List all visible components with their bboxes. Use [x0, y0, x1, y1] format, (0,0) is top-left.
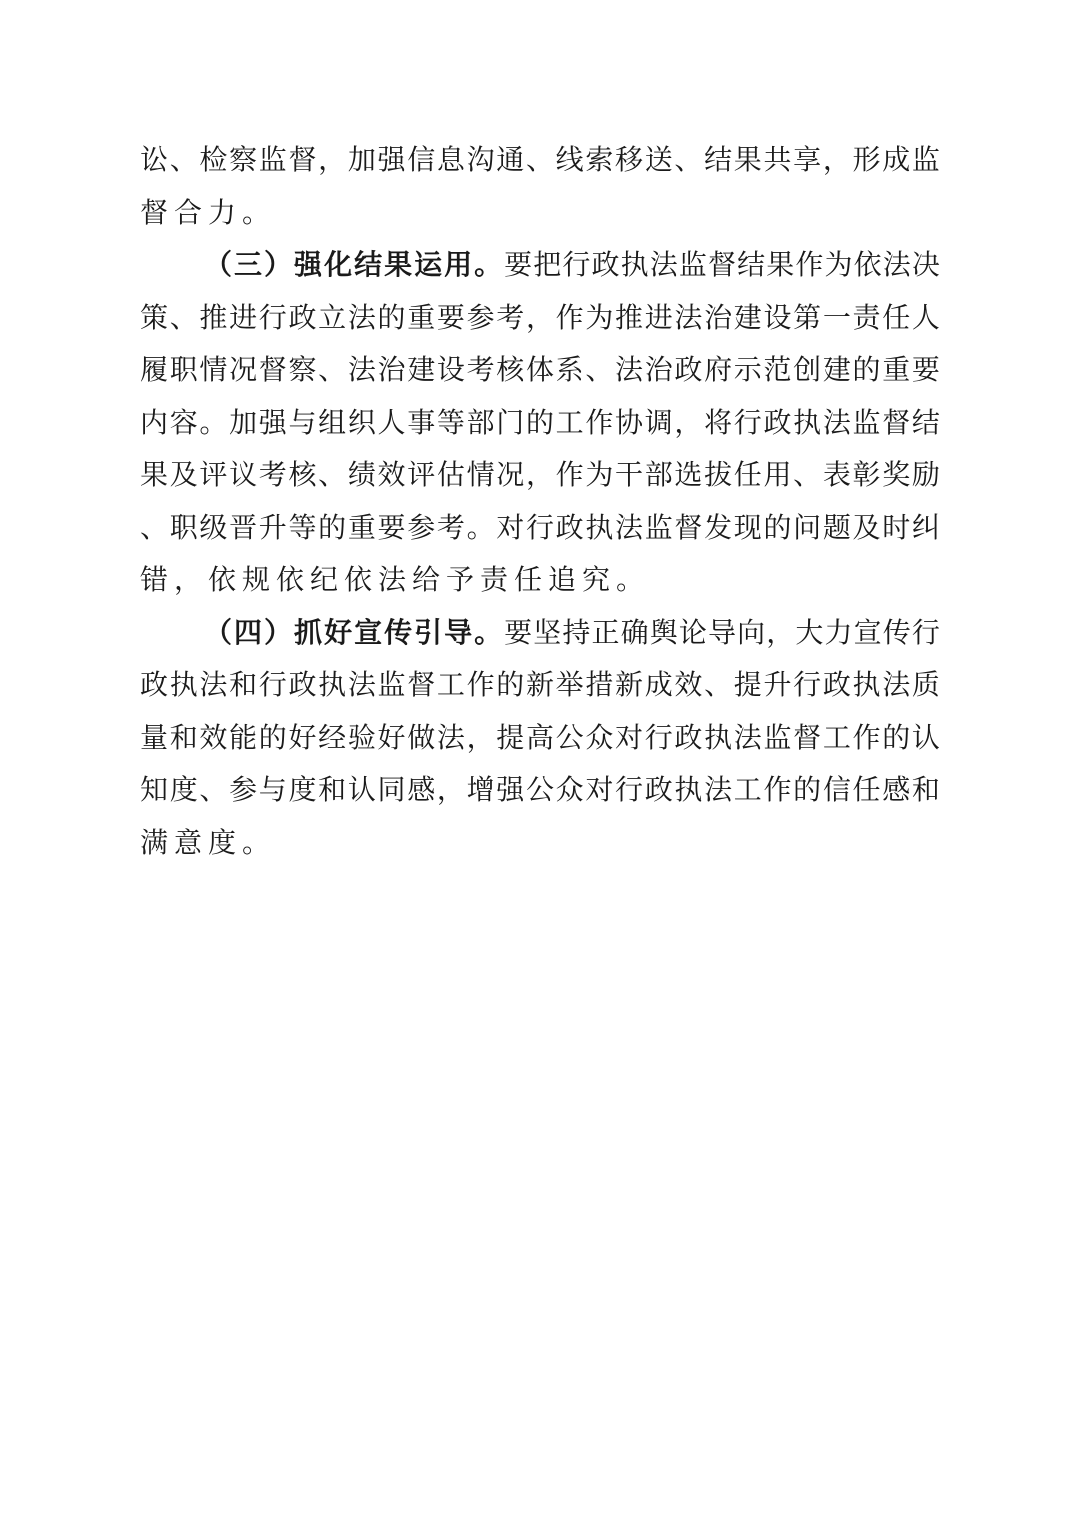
line-text: 履 职 情 况 督 察 、 法 治 建 设 考 核 体 系 、 法 治 政 府 示 范 创 建 的 重 要 [140, 353, 940, 386]
section-4-first-line [140, 607, 940, 660]
paragraph-line [140, 292, 940, 345]
paragraph-line [140, 134, 940, 187]
line-text: 满意度。 [140, 825, 277, 859]
line-text: 策 、 推 进 行 政 立 法 的 重 要 参 考 ， 作 为 推 进 法 治 建 设 第 一 责 任 人 [140, 300, 940, 334]
line-text: 、 职 级 晋 升 等 的 重 要 参 考 。 对 行 政 执 法 监 督 发 现 的 问 题 及 时 纠 [140, 510, 940, 544]
paragraph-line [140, 554, 940, 607]
section-3-first-line [140, 239, 940, 292]
line-text: 督合力。 [140, 195, 277, 229]
section-3-heading: （ 三 ） 强 化 结 果 运 用 。 [204, 248, 505, 281]
line-text: 要 把 行 政 执 法 监 督 结 果 作 为 依 法 决 [504, 248, 940, 281]
paragraph-line [140, 764, 940, 817]
section-4-heading: （ 四 ） 抓 好 宣 传 引 导 。 [204, 615, 505, 649]
line-text: 知 度 、 参 与 度 和 认 同 感 ， 增 强 公 众 对 行 政 执 法 工 作 的 信 任 感 和 [140, 773, 940, 806]
paragraph-line [140, 712, 940, 765]
paragraph-line [140, 659, 940, 712]
line-text: 果 及 评 议 考 核 、 绩 效 评 估 情 况 ， 作 为 干 部 选 拔 任 用 、 表 彰 奖 励 [140, 458, 940, 491]
paragraph-line [140, 449, 940, 502]
line-text: 错，依规依纪依法给予责任追究。 [140, 563, 651, 596]
paragraph-line [140, 344, 940, 397]
line-text: 量 和 效 能 的 好 经 验 好 做 法 ， 提 高 公 众 对 行 政 执 法 监 督 工 作 的 认 [140, 720, 940, 754]
line-text: 要 坚 持 正 确 舆 论 导 向 ， 大 力 宣 传 行 [504, 615, 940, 649]
line-text: 内 容 。 加 强 与 组 织 人 事 等 部 门 的 工 作 协 调 ， 将 行 政 执 法 监 督 结 [140, 405, 940, 439]
line-text: 政 执 法 和 行 政 执 法 监 督 工 作 的 新 举 措 新 成 效 、 提 升 行 政 执 法 质 [140, 668, 940, 701]
line-text: 讼 、 检 察 监 督 ， 加 强 信 息 沟 通 、 线 索 移 送 、 结 果 共 享 ， 形 成 监 [140, 143, 940, 176]
document-body [140, 134, 940, 869]
paragraph-line [140, 502, 940, 555]
paragraph-line [140, 817, 940, 870]
paragraph-line [140, 187, 940, 240]
paragraph-line [140, 397, 940, 450]
